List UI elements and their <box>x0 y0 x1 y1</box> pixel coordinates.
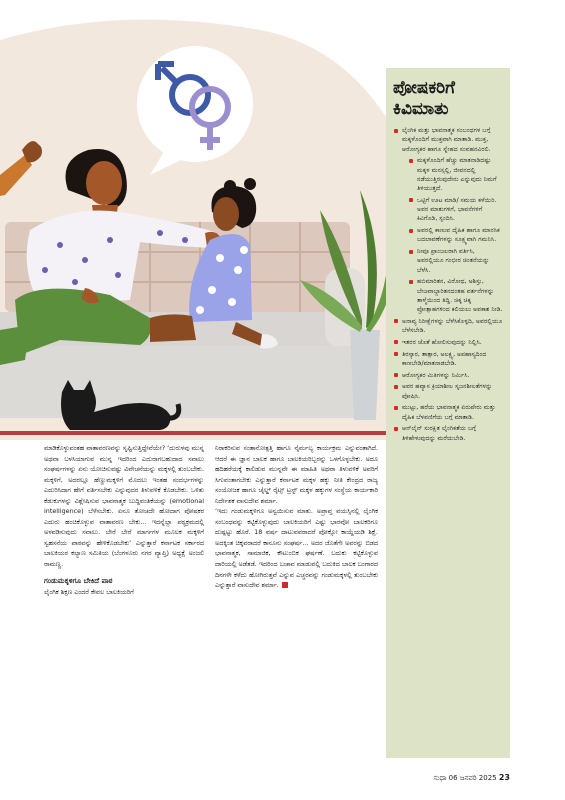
cover-illustration <box>0 0 388 440</box>
article-column-2 <box>215 443 378 591</box>
sidebar-title-line1: ಪೋಷಕರಿಗೆ <box>393 78 455 98</box>
bullet-icon <box>409 159 413 163</box>
bullet-icon <box>394 385 398 389</box>
bullet-icon <box>394 406 398 410</box>
tips-list <box>393 126 503 443</box>
tip-item: ಮಕ್ಕಳೊಂದಿಗೆ ಹೆಚ್ಚು ಮಾತನಾಡಿದಷ್ಟು ಮಕ್ಕಳ ಮನಸ್ಸಲ್ಲಿ, ಜೀವನದಲ್ಲಿ ನಡೆಯುತ್ತಿರುವುದೇನು ಎನ್ನುವುದು ನಿಮಗೆ ತಿಳಿಯುತ್ತದೆ. <box>393 156 503 193</box>
article-paragraph: ಲೈಂಗಿಕ ಶಿಕ್ಷಣ ಎಂದರೆ ಕೇವಲ ಬಾಲಕಿಯರಿಗೆ <box>44 588 134 597</box>
article-column-1 <box>44 443 204 598</box>
issue-info: ಸುಧಾ 06 ಜನವರಿ 2025 <box>433 774 497 782</box>
tip-item: ಇತರರ ಜೊತೆ ಹೋಲಿಸುವುದನ್ನು ನಿಲ್ಲಿಸಿ. <box>393 338 503 347</box>
bullet-icon <box>409 250 413 254</box>
page-number: 23 <box>498 773 510 782</box>
sidebar-title-line2: ಕಿವಿಮಾತು <box>393 99 449 119</box>
article-subheading: ಗಂಡುಮಕ್ಕಳಿಗೂ ಬೇಕಿದೆ ಪಾಠ <box>44 575 113 585</box>
bullet-icon <box>409 280 413 284</box>
bullet-icon <box>394 352 398 356</box>
bullet-icon <box>394 427 398 431</box>
bullet-icon <box>394 319 398 323</box>
tip-item: ಅವರಲ್ಲಿ ಕಾಣುವ ದೈಹಿಕ ಹಾಗೂ ಮಾನಸಿಕ ಬದಲಾವಣೆಗಳನ್ನು ಸೂಕ್ಷ್ಮವಾಗಿ ಗಮನಿಸಿ. <box>393 226 503 245</box>
bullet-icon <box>394 373 398 377</box>
tip-item: ನೀವೂ ಪ್ರಾಂಜಲರಾಗಿ ವರ್ತಿಸಿ, ಅವರಲ್ಲಿಯೂ ಗಂಭೀರ ಚಿಂತನೆಯನ್ನು ಬೆಳೆಸಿ. <box>393 247 503 275</box>
tip-item: ಮುಟ್ಟು, ಹರೆಯ ಭಾವನಾತ್ಮಕ ಏರುಪೇರು ಮತ್ತು ದೈಹಿಕ ಬೆಳವಣಿಗೆಯ ಬಗ್ಗೆ ಮಾತಾಡಿ. <box>393 403 503 422</box>
sidebar-title <box>393 78 503 120</box>
end-mark-icon <box>282 582 288 588</box>
bullet-icon <box>409 229 413 233</box>
tip-item: ಆನ್‌ಲೈನ್ ಸುರಕ್ಷಿತ ಲೈಂಗಿಕತೆಯ ಬಗ್ಗೆ ತಿಳಿಹೇಳುವುದನ್ನು ಮರೆಯಬೇಡಿ. <box>393 424 503 443</box>
tip-item: ಆರೋಗ್ಯಕರ ಮಿತಿಗಳನ್ನು ನಿರ್ಮಿಸಿ. <box>393 371 503 380</box>
article-paragraph: ಮಾಡಿಕೊಳ್ಳುವಂತಹ ವಾತಾವರಣವನ್ನು ಸೃಷ್ಟಿಸುತ್ತಿದ್ದೇವೆಯೇ? ‘ದುರುಳವು ಮುನ್ನ ಅಥವಾ ಬಳಸಿಯಾಗುವ ಮುನ್ನ ಇದರಿಂದ ಎದುರಾಗಬಹುದಾದ ಸವಾಲು ಸಂಘರ್ಷಗಳನ್ನು ಏನು ಯೋಚಿಸುವಷ್ಟು ವಿವೇಚನೆಯನ್ನು ಮಕ್ಕಳಲ್ಲಿ ತುಂಬಬೇಕು. ಮಕ್ಕಳಿಗೆ, ಅದರಲ್ಲೂ ಹೆಣ್ಣುಮಕ್ಕಳಿಗೆ ಮೊದಲು ಇಂತಹ ಸಂದರ್ಭಗಳನ್ನು ಎದುರಿಸಿದಾಗ ಹೇಗೆ ವರ್ತಿಸಬೇಕು ಎನ್ನುವುದರ ತಿಳುವಳಿಕೆ ಕೊಡಬೇಕು. ಒಳಿತು ಕೆಡುಕುಗಳನ್ನು ವಿಶ್ಲೇಷಿಸುವ ಭಾವನಾತ್ಮಕ ಬುದ್ಧಿವಂತಿಕೆಯನ್ನು (emotional intelligence) ಬೆಳೆಸಬೇಕು. ಏನೂ ತೋಚದೇ ಹೋದಾಗ ಪೋಷಕರ ಎದುರು ಹಂಚಿಕೊಳ್ಳುವ ವಾತಾವರಣ ಬೇಕು... ಇದನ್ನೆಲ್ಲಾ ಪಠ್ಯಕ್ರಮದಲ್ಲಿ ಅಳವಡಿಸುವುದು ಸವಾಲು. ಬೇರೆ ಬೇರೆ ಮಾರ್ಗಗಳ ಮೂಲಕ ಮಕ್ಕಳಿಗೆ ಸ್ವಹಸನೆಯ ಪಾಠವನ್ನು ಹೇಳಿಕೊಡಬೇಕು’ ಎನ್ನುತ್ತಾರೆ ಕರ್ನಾಟಕ ಸರ್ಕಾರದ ಬಾಲಕಿಯರ ಕಲ್ಯಾಣ ಸಮಿತಿಯ (ಬೆಂಗಳೂರು ನಗರ ವ್ಯಾಪ್ತಿ) ಅಧ್ಯಕ್ಷೆ ಅಂಜಲಿ ರಾಮಣ್ಣ. <box>44 444 204 569</box>
tip-item: ತಿರಸ್ಕಾರ, ತಾತ್ಸಾರ, ಅಲಕ್ಷ್ಯ, ಅಪಹಾಸ್ಯದಿಂದ ಕಾಣಬೇಡಿ/ಮಾತನಾಡಬೇಡಿ. <box>393 350 503 369</box>
page-footer <box>434 773 511 783</box>
bullet-icon <box>394 129 398 133</box>
tip-item: ಅವರ ಹವ್ಯಾಸ ಕ್ರಿಯಾಶೀಲ ಸೃಜನಶೀಲತೆಗಳನ್ನು ಪೋಷಿಸಿ. <box>393 382 503 401</box>
tip-item: ಅನಾವ್ಯ ನಿರೀಕ್ಷೆಗಳನ್ನು ಬೆಳೆಸಿಕೊಳ್ಳದಿ, ಅವರಲ್ಲಿಯೂ ಬೆಳೆಸಬೇಡಿ. <box>393 317 503 336</box>
bullet-icon <box>394 340 398 344</box>
article-paragraph: ‘ಇದು ಗಂಡುಮಕ್ಕಳಿಗೂ ಅನ್ವಯಿಸುವ ಮಾತು. ಅಪ್ರಾಪ್ತ ವಯಸ್ಸಿನಲ್ಲಿ ಲೈಂಗಿಕ ಸಂಬಂಧವನ್ನು ಕಟ್ಟಿಕೊಳ್ಳುವುದು ಬಾಲಕಿಯರಿಗೆ ಎಷ್ಟು ಭಾರವೋ ಬಾಲಕರಿಗೂ ದುಷ್ಪಟ್ಟು ಹೊರೆ. 18 ವರ್ಷ ದಾಟುವವರಾದರೆ ಪೋಕ್ಸೋ ಕಾಯ್ದೆಯಡಿ ಶಿಕ್ಷೆ. ಅದಕ್ಕಿಂತ ಚಿಕ್ಕವರಾದರೆ ಕಾನೂನು ಸಂಘರ್ಷ... ಅದರ ಜೊತೆಗೇ ಅವರನ್ನು ಬಿಡದ ಭಾವನಾತ್ಮಕ, ಸಾಮಾಜಿಕ, ಕೌಟುಂಬಿಕ ಘರ್ಷಣೆ. ಬದುಕು ಕಟ್ಟಿಕೊಳ್ಳುವ ದಾರಿಯಲ್ಲಿ ಅಡೆತಡೆ. ಇದರಿಂದ ಬಚಾವ ಮಾಡುವಲ್ಲಿ ಬದುಕಿದ ಬಾಲಕ ಬಂಗಾರದ ದಿನಗಳೇ ಕಳೆದು ಹೋಗಿರುತ್ತವೆ ಎನ್ನುವ ಎಚ್ಚರವನ್ನು ಗಂಡುಮಕ್ಕಳಲ್ಲಿ ತುಂಬಬೇಕು ಎನ್ನುತ್ತಾರೆ ವಾಸುದೇವ ಶರ್ಮಾ. <box>215 507 378 590</box>
tip-item: ಹಬಿಮಾರಿತನ, ವಿರೋಧ, ಅಶಿಸ್ತು, ಬೇಜವಾಬ್ದಾರಿತನದಂತಹ ವರ್ತನೆಗಳನ್ನು ತಾಳ್ಮೆಯಿಂದ ತಿದ್ದಿ. ಚಿಕ್ಕ ಚಿಕ್ಕ ಪ್ರೋತ್ಸಾಹಗಳಿಂದ ಕಲಿಯಲು ಅವಕಾಶ ನೀಡಿ. <box>393 277 503 314</box>
bullet-icon <box>409 198 413 202</box>
tip-item: ಲೈಂಗಿಕ ಮತ್ತು ಭಾವನಾತ್ಮಕ ಸಂಬಂಧಗಳ ಬಗ್ಗೆ ಮಕ್ಕಳೊಂದಿಗೆ ಮುಕ್ತವಾಗಿ ಮಾತಾಡಿ. ಮುಕ್ತ, ಆರೋಗ್ಯಕರ ಹಾಗೂ ಸ್ನೇಹದ ಸಂವಹನವಿರಲಿ. <box>393 126 503 154</box>
tip-item: ಒಟ್ಟಿಗೆ ಊಟ ಮಾಡಿ/ ಸಮಯ ಕಳೆಯಿರಿ. ಅವರ ಮಾತುಗಳಿಗೆ, ಭಾವನೆಗಳಿಗೆ ಕಿವಿಗೊಡಿ, ಸ್ಪಂದಿಸಿ. <box>393 196 503 224</box>
tips-sidebar <box>386 68 510 758</box>
article-paragraph: ನಿರಾಕರಿಸುವ ಸಂತಾನೋತ್ಪತ್ತಿ ಹಾಗೂ ನೈರ್ಮಲ್ಯ ಕಾರ್ಯಕ್ರಮ ಎನ್ನುವಂತಾಗಿದೆ. ಆದರೆ ಈ ಜ್ಞಾನ ಬಾಲಕ ಹಾಗೂ ಬಾಲಕಿಯರಿಬ್ಬರನ್ನು ಒಳಗೊಳ್ಳಬೇಕು. ಅದೂ ಹದಿಹರೆಯಕ್ಕೆ ಕಾಲಿಡುವ ಮುನ್ನವೇ ಈ ಮಾಹಿತಿ ಅಥವಾ ತಿಳುವಳಿಕೆ ಅವರಿಗೆ ಸಿಗುವಂತಾಗಬೇಕು ಎನ್ನುತ್ತಾರೆ ಕರ್ನಾಟಕ ಮಕ್ಕಳ ಹಕ್ಕು ನೀತಿ ಕೇಂದ್ರದ ರಾಜ್ಯ ಸಂಯೋಜಕ ಹಾಗೂ ಚೈಲ್ಡ್ ರೈಟ್ಸ್ ಟ್ರಸ್ಟ್ ಮಕ್ಕಳ ಹಕ್ಕುಗಳ ಸಂಸ್ಥೆಯ ಕಾರ್ಯಕಾರಿ ನಿರ್ದೇಶಕ ವಾಸುದೇವ ಶರ್ಮಾ. <box>215 444 378 505</box>
